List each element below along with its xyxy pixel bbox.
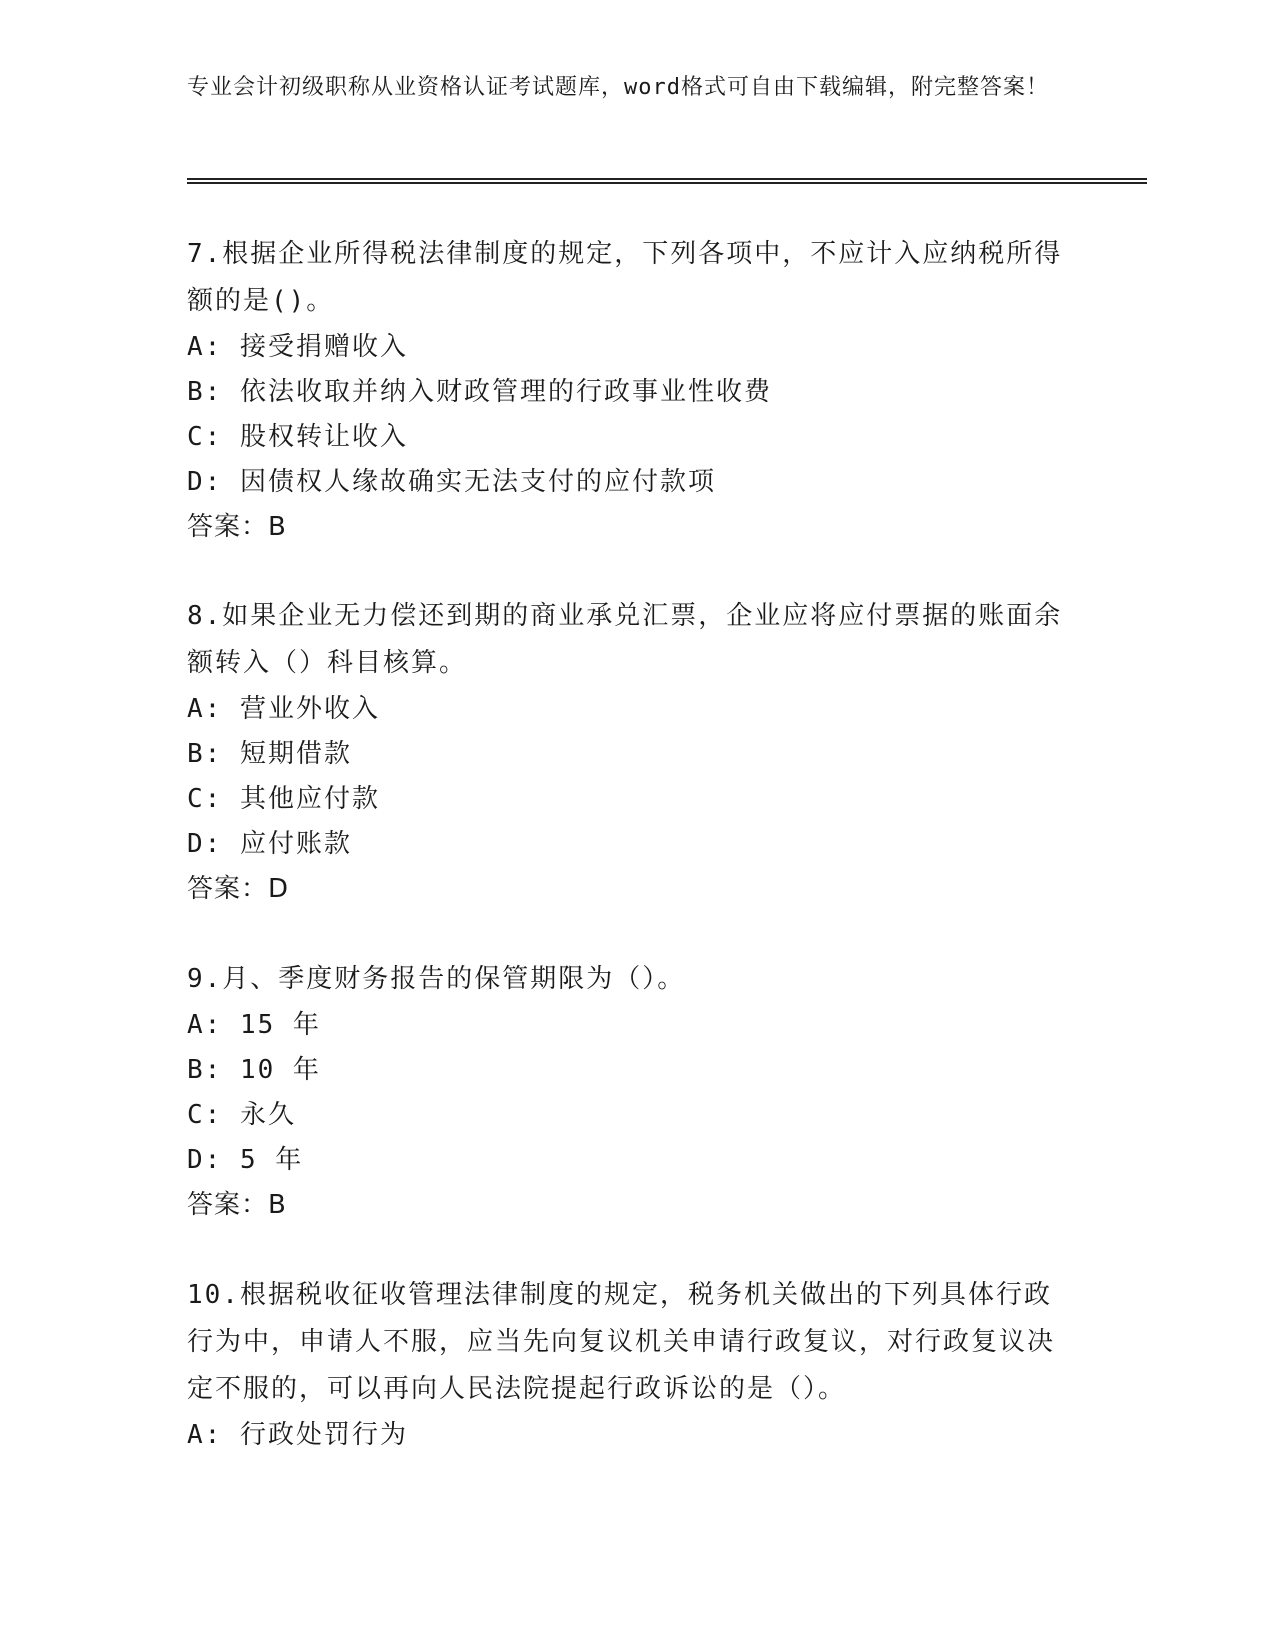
option-b: B: 短期借款 xyxy=(187,739,352,769)
question-stem: 9.月、季度财务报告的保管期限为（）。 xyxy=(187,964,686,994)
document-header: 专业会计初级职称从业资格认证考试题库，word格式可自由下载编辑，附完整答案！ xyxy=(187,75,1049,100)
question-9 xyxy=(187,956,1067,1228)
answer-value: D xyxy=(268,874,290,904)
option-b: B: 10 年 xyxy=(187,1055,321,1085)
answer-line xyxy=(187,867,1067,912)
option-b: B: 依法收取并纳入财政管理的行政事业性收费 xyxy=(187,377,772,407)
question-7 xyxy=(187,231,1067,550)
option-c: C: 永久 xyxy=(187,1100,296,1130)
header-rule-top xyxy=(187,178,1147,180)
question-stem: 8.如果企业无力偿还到期的商业承兑汇票，企业应将应付票据的账面余额转入（）科目核算。 xyxy=(187,601,1063,678)
option-d: D: 应付账款 xyxy=(187,829,352,859)
answer-label: 答案： xyxy=(187,512,269,542)
option-c: C: 其他应付款 xyxy=(187,784,380,814)
option-a: A: 营业外收入 xyxy=(187,694,380,724)
option-d: D: 因债权人缘故确实无法支付的应付款项 xyxy=(187,467,716,497)
option-a: A: 行政处罚行为 xyxy=(187,1420,408,1450)
answer-label: 答案： xyxy=(187,874,269,904)
answer-label: 答案： xyxy=(187,1190,269,1220)
option-a: A: 15 年 xyxy=(187,1010,321,1040)
answer-line xyxy=(187,505,1067,550)
option-c: C: 股权转让收入 xyxy=(187,422,408,452)
question-10 xyxy=(187,1272,1067,1458)
question-8 xyxy=(187,593,1067,912)
question-stem: 7.根据企业所得税法律制度的规定，下列各项中，不应计入应纳税所得额的是()。 xyxy=(187,239,1063,316)
option-d: D: 5 年 xyxy=(187,1145,304,1175)
answer-value: B xyxy=(268,1190,287,1220)
answer-line xyxy=(187,1183,1067,1228)
question-stem: 10.根据税收征收管理法律制度的规定，税务机关做出的下列具体行政行为中，申请人不服，应当先向复议机关申请行政复议，对行政复议决定不服的，可以再向人民法院提起行政诉讼的是（）。 xyxy=(187,1280,1056,1404)
answer-value: B xyxy=(268,512,287,542)
option-a: A: 接受捐赠收入 xyxy=(187,332,408,362)
header-rule-bottom xyxy=(187,182,1147,184)
